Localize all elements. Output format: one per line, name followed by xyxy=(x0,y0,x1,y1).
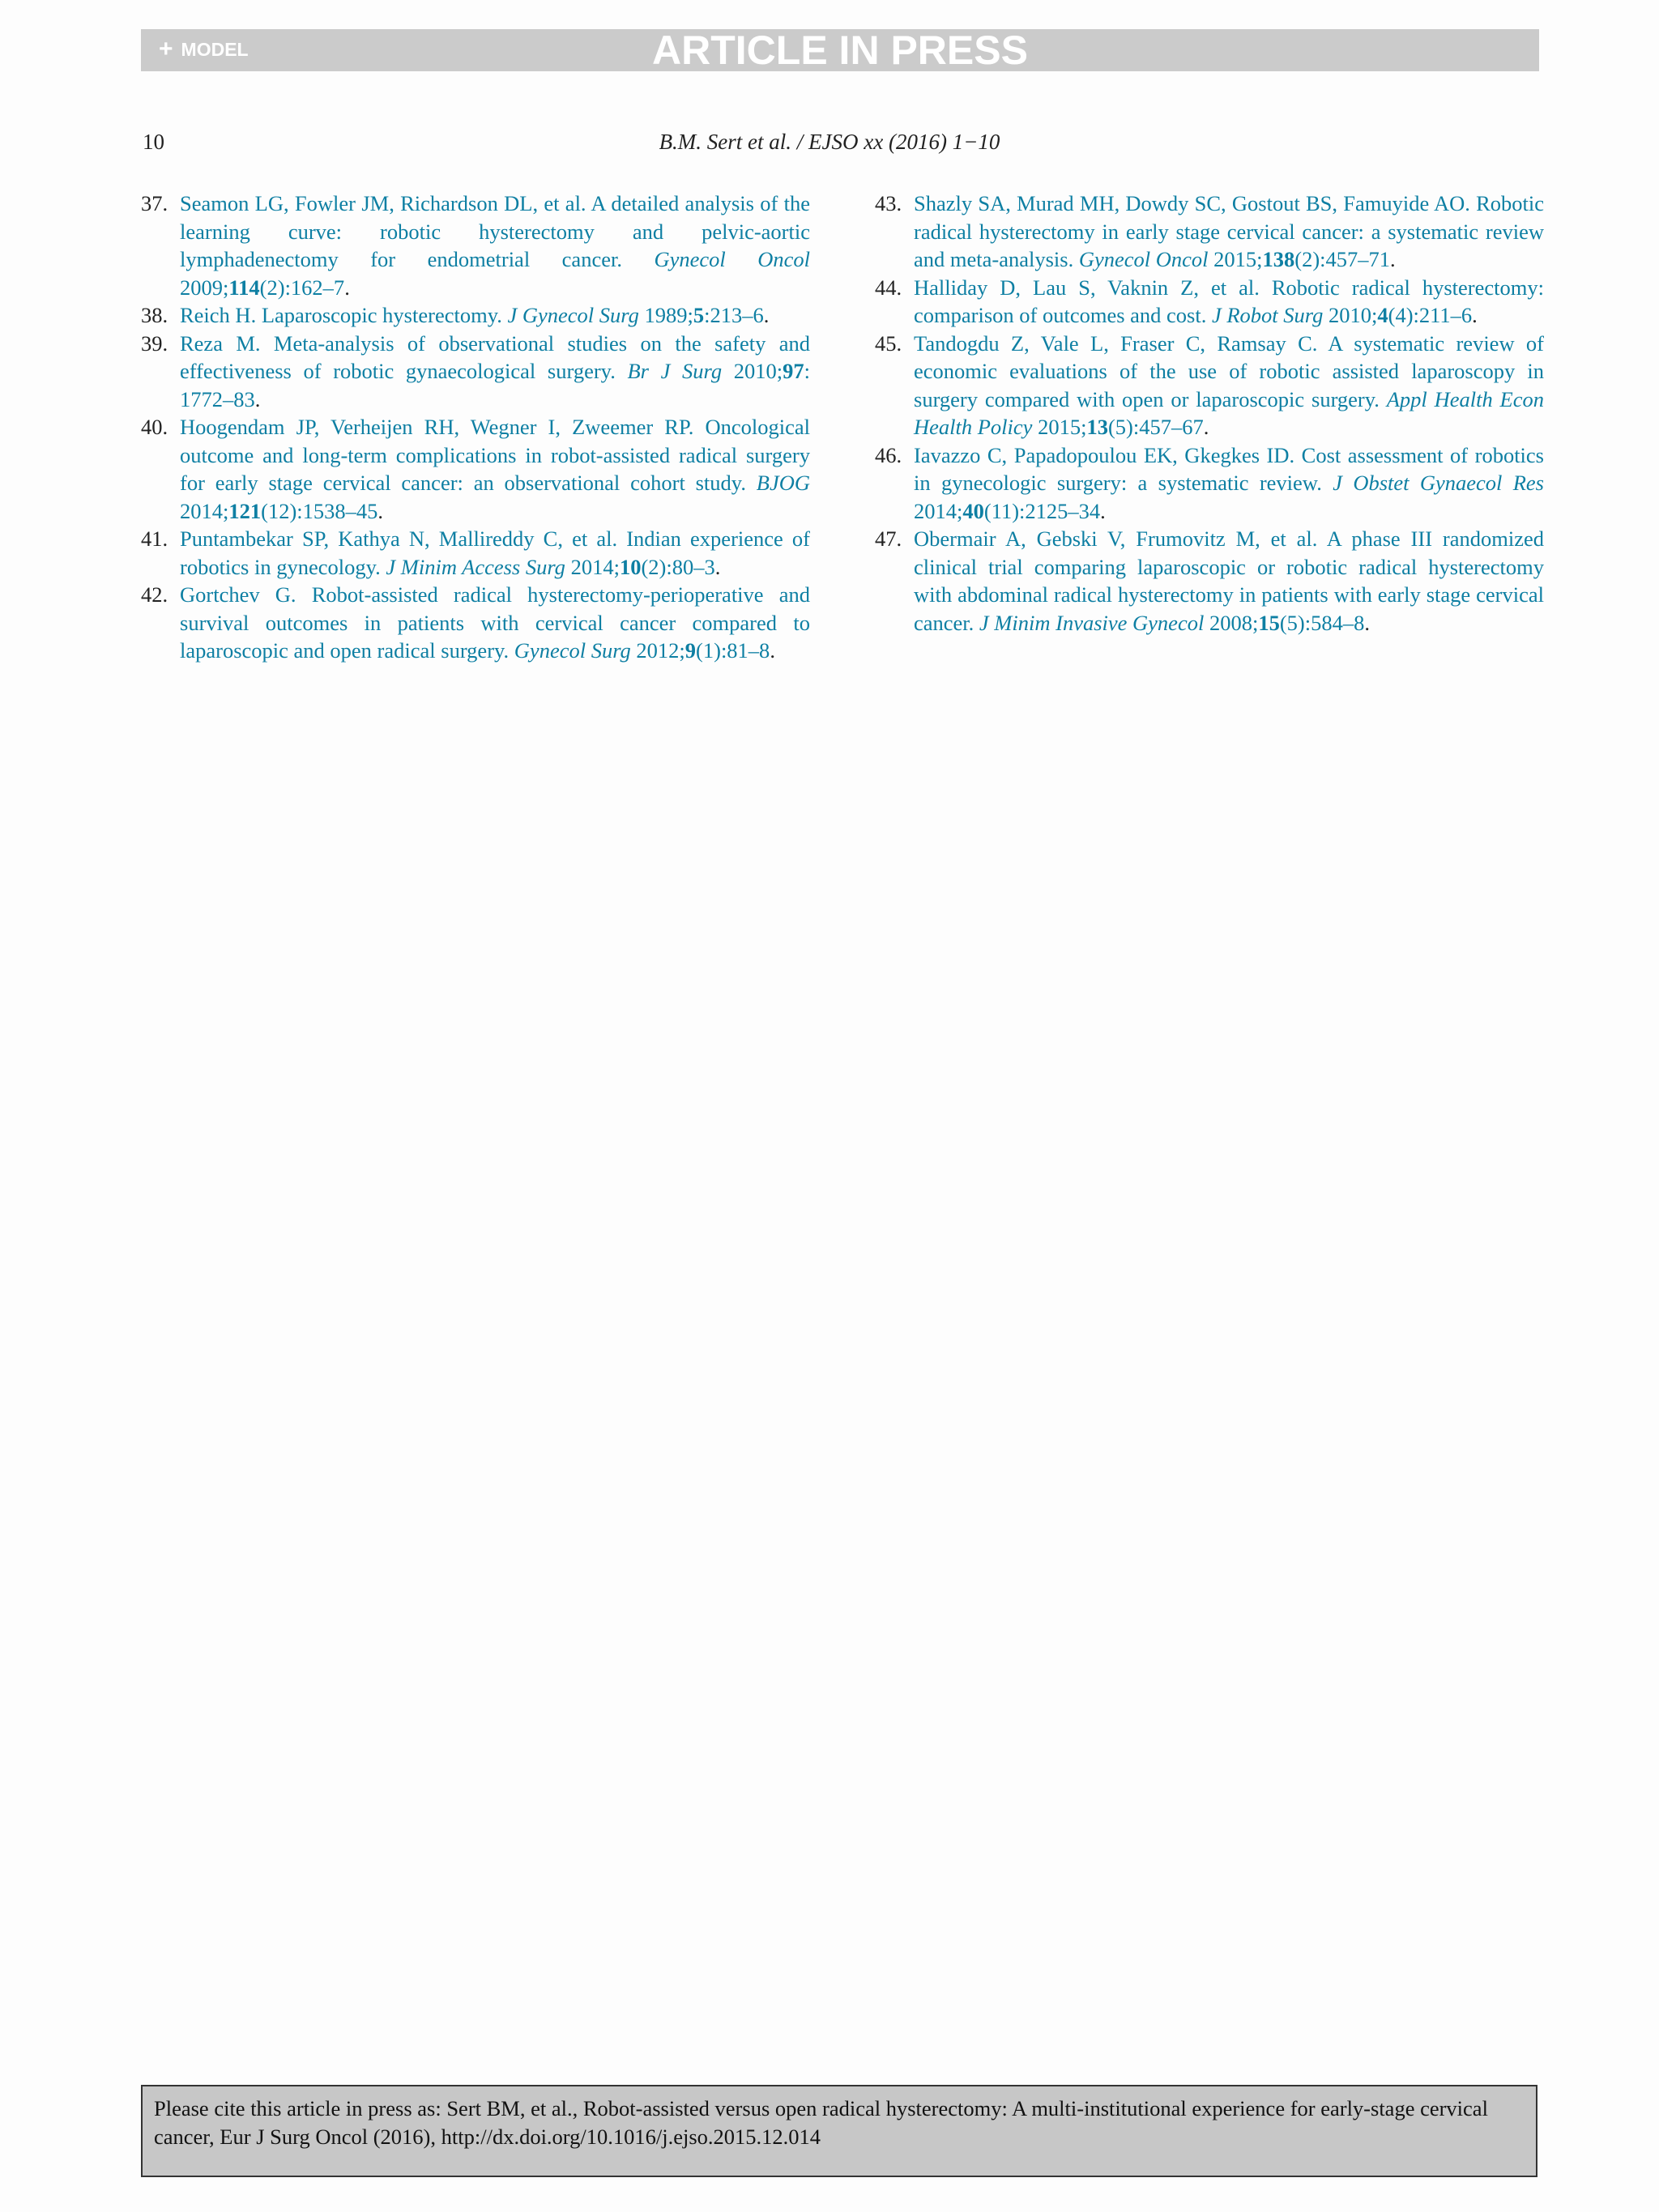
reference-authors-title[interactable]: Iavazzo C, Papadopoulou EK, Gkegkes ID. Cost assessment of robotics in gynecologic surgery: a systematic review. xyxy=(914,442,1544,495)
reference-number: 40. xyxy=(141,415,168,439)
reference-end-period: . xyxy=(344,275,350,300)
reference-volume[interactable]: 5 xyxy=(693,303,705,327)
reference-number: 43. xyxy=(875,191,902,215)
banner-title: ARTICLE IN PRESS xyxy=(652,28,1028,73)
reference-end-period: . xyxy=(1390,247,1396,271)
reference-number: 46. xyxy=(875,442,902,467)
reference-item xyxy=(141,190,810,301)
reference-pages[interactable]: (11):2125–34 xyxy=(983,498,1101,523)
reference-year[interactable]: 2014; xyxy=(914,498,963,523)
reference-journal[interactable]: J Robot Surg xyxy=(1211,303,1324,327)
reference-journal[interactable]: Gynecol Oncol xyxy=(654,247,810,271)
reference-volume[interactable]: 97 xyxy=(783,359,804,383)
reference-authors-title[interactable]: Seamon LG, Fowler JM, Richardson DL, et al. A detailed analysis of the learning curve: robotic hysterectomy and pelvic-aortic lymphadenectomy for endometrial cancer. xyxy=(180,191,810,271)
reference-volume[interactable]: 4 xyxy=(1377,303,1388,327)
reference-year[interactable]: 2012; xyxy=(630,638,685,663)
reference-end-period: . xyxy=(1364,610,1370,635)
reference-number: 41. xyxy=(141,526,168,551)
reference-item xyxy=(875,525,1544,637)
reference-authors-title[interactable]: Tandogdu Z, Vale L, Fraser C, Ramsay C. A systematic review of economic evaluations of the use of robotic assisted laparoscopy in surgery compared with open or laparoscopic surgery. xyxy=(914,330,1544,411)
reference-year[interactable]: 2010; xyxy=(1323,303,1378,327)
reference-volume[interactable]: 9 xyxy=(684,638,697,663)
reference-journal[interactable]: Gynecol Oncol xyxy=(1078,247,1209,271)
reference-pages[interactable]: : 1772–83 xyxy=(180,359,811,411)
reference-journal[interactable]: Appl Health Econ Health Policy xyxy=(914,386,1545,439)
reference-journal[interactable]: Br J Surg xyxy=(627,359,723,383)
reference-authors-title[interactable]: Puntambekar SP, Kathya N, Mallireddy C, et al. Indian experience of robotics in gynecology. xyxy=(180,526,810,579)
reference-authors-title[interactable]: Shazly SA, Murad MH, Dowdy SC, Gostout BS, Famuyide AO. Robotic radical hysterectomy in early stage cervical cancer: a systematic review and meta-analysis. xyxy=(914,191,1544,271)
reference-end-period: . xyxy=(254,386,261,411)
page-number: 10 xyxy=(143,130,164,154)
reference-end-period: . xyxy=(377,498,384,523)
reference-number: 39. xyxy=(141,330,168,356)
references-left-column xyxy=(141,190,810,665)
reference-item xyxy=(141,525,810,581)
references-right-column xyxy=(875,190,1544,637)
reference-pages[interactable]: (1):81–8 xyxy=(696,638,770,663)
reference-item xyxy=(875,190,1544,274)
reference-year[interactable]: 2014; xyxy=(565,554,620,579)
reference-end-period: . xyxy=(1472,303,1478,327)
reference-pages[interactable]: (5):584–8 xyxy=(1279,610,1365,635)
reference-item xyxy=(141,413,810,525)
reference-year[interactable]: 2009; xyxy=(180,275,229,300)
reference-year[interactable]: 1989; xyxy=(638,303,693,327)
reference-pages[interactable]: (2):457–71 xyxy=(1294,247,1391,271)
reference-authors-title[interactable]: Reza M. Meta-analysis of observational studies on the safety and effectiveness of robotic gynaecological surgery. xyxy=(180,330,810,383)
reference-journal[interactable]: J Obstet Gynaecol Res xyxy=(1333,471,1544,495)
reference-end-period: . xyxy=(763,303,770,327)
reference-volume[interactable]: 121 xyxy=(228,498,262,523)
reference-journal[interactable]: J Minim Access Surg xyxy=(386,554,565,579)
reference-volume[interactable]: 40 xyxy=(962,498,984,523)
reference-authors-title[interactable]: Halliday D, Lau S, Vaknin Z, et al. Robotic radical hysterectomy: comparison of outcomes and cost. xyxy=(914,275,1544,327)
reference-year[interactable]: 2015; xyxy=(1032,415,1087,439)
reference-authors-title[interactable]: Gortchev G. Robot-assisted radical hysterectomy-perioperative and survival outcomes in patients with cervical cancer compared to laparoscopic and open radical surgery. xyxy=(180,582,810,663)
reference-volume[interactable]: 13 xyxy=(1086,415,1108,439)
reference-pages[interactable]: (5):457–67 xyxy=(1107,415,1204,439)
reference-journal[interactable]: J Minim Invasive Gynecol xyxy=(979,610,1205,635)
reference-volume[interactable]: 114 xyxy=(228,275,260,300)
reference-item xyxy=(141,581,810,665)
reference-item xyxy=(875,274,1544,330)
reference-end-period: . xyxy=(714,554,721,579)
reference-journal[interactable]: BJOG xyxy=(756,471,810,495)
reference-journal[interactable]: J Gynecol Surg xyxy=(507,303,639,327)
reference-authors-title[interactable]: Obermair A, Gebski V, Frumovitz M, et al. A phase III randomized clinical trial comparing laparoscopic or robotic radical hysterectomy with abdominal radical hysterectomy in patients with early stage cervical cancer. xyxy=(914,526,1544,635)
reference-volume[interactable]: 10 xyxy=(619,554,642,579)
running-head: B.M. Sert et al. / EJSO xx (2016) 1−10 xyxy=(659,130,1000,154)
reference-authors-title[interactable]: Hoogendam JP, Verheijen RH, Wegner I, Zweemer RP. Oncological outcome and long-term complications in robot-assisted radical surgery for early stage cervical cancer: an observational cohort study. xyxy=(180,415,810,495)
reference-pages[interactable]: (2):80–3 xyxy=(641,554,715,579)
plus-icon: + xyxy=(159,36,173,62)
reference-end-period: . xyxy=(1203,415,1209,439)
reference-pages[interactable]: (12):1538–45 xyxy=(261,498,378,523)
reference-journal[interactable]: Gynecol Surg xyxy=(514,638,631,663)
reference-number: 44. xyxy=(875,275,902,300)
reference-number: 42. xyxy=(141,582,168,607)
reference-year[interactable]: 2008; xyxy=(1204,610,1259,635)
reference-end-period: . xyxy=(770,638,775,663)
reference-year[interactable]: 2010; xyxy=(722,359,783,383)
citation-box: Please cite this article in press as: Sert BM, et al., Robot-assisted versus open radical hysterectomy: A multi-institutional experience for early-stage cervical cancer, Eur J Surg Oncol (2016), http://dx.doi.org/10.1016/j.ejso.2015.12.014 xyxy=(141,2085,1537,2177)
reference-pages[interactable]: :213–6 xyxy=(704,303,764,327)
model-label-text: MODEL xyxy=(181,38,249,60)
reference-volume[interactable]: 15 xyxy=(1258,610,1280,635)
reference-number: 38. xyxy=(141,303,168,327)
reference-number: 37. xyxy=(141,191,168,215)
reference-number: 45. xyxy=(875,330,902,356)
reference-authors-title[interactable]: Reich H. Laparoscopic hysterectomy. xyxy=(180,303,508,327)
reference-volume[interactable]: 138 xyxy=(1262,247,1295,271)
reference-pages[interactable]: (4):211–6 xyxy=(1388,303,1473,327)
reference-pages[interactable]: (2):162–7 xyxy=(259,275,345,300)
reference-item xyxy=(141,330,810,414)
reference-item xyxy=(141,301,810,330)
reference-number: 47. xyxy=(875,526,902,551)
reference-year[interactable]: 2014; xyxy=(180,498,229,523)
reference-year[interactable]: 2015; xyxy=(1208,247,1263,271)
reference-end-period: . xyxy=(1100,498,1106,523)
reference-item xyxy=(875,441,1544,526)
article-in-press-banner xyxy=(141,29,1539,71)
reference-item xyxy=(875,330,1544,441)
